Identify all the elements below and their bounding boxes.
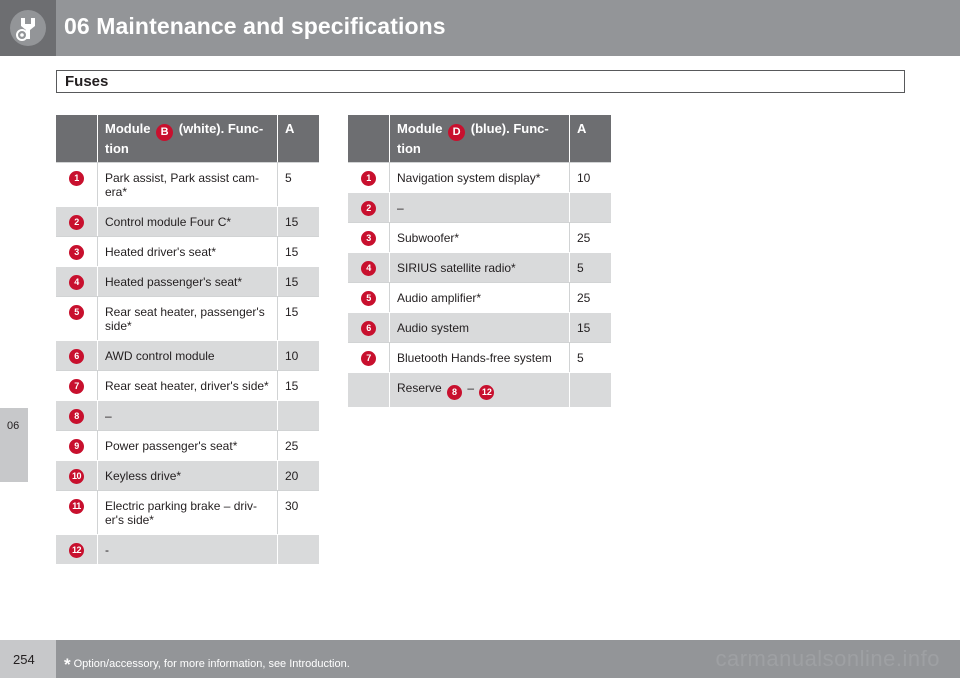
footnote-star: * <box>64 655 71 674</box>
fuse-amp-cell: 10 <box>278 340 319 370</box>
wrench-gear-icon <box>0 0 56 56</box>
table-row <box>56 430 319 460</box>
section-title: Fuses <box>65 73 109 90</box>
header-function-cell <box>98 115 278 162</box>
header-module-label: Module <box>397 121 443 136</box>
fuse-function-cell: Park assist, Park assist cam-era* <box>98 162 278 206</box>
fuse-amp-cell: 5 <box>570 342 611 372</box>
fuse-function-cell: SIRIUS satellite radio* <box>390 252 570 282</box>
header-number-cell <box>56 115 98 162</box>
fuse-function-cell: Heated passenger's seat* <box>98 266 278 296</box>
table-row <box>56 400 319 430</box>
fuse-function-cell: Control module Four C* <box>98 206 278 236</box>
fuse-amp-cell: 20 <box>278 460 319 490</box>
fuse-number-badge: 6 <box>69 349 84 364</box>
page-number-box <box>0 640 56 678</box>
fuse-number-badge: 7 <box>361 351 376 366</box>
footnote <box>64 652 350 672</box>
fuse-number-badge: 8 <box>69 409 84 424</box>
fuse-function-cell: Rear seat heater, passenger's side* <box>98 296 278 340</box>
table-header-row <box>348 115 611 162</box>
table-row <box>348 282 611 312</box>
reserve-from-badge: 8 <box>447 385 462 400</box>
module-badge: D <box>448 124 465 141</box>
fuse-amp-cell: 10 <box>570 162 611 192</box>
table-row-reserve <box>348 372 611 407</box>
fuse-number-badge: 1 <box>361 171 376 186</box>
table-row <box>56 534 319 564</box>
fuse-number-badge: 9 <box>69 439 84 454</box>
fuse-number-cell <box>56 400 98 430</box>
fuse-table-module-b <box>56 115 319 564</box>
fuse-number-badge: 4 <box>69 275 84 290</box>
fuse-function-cell: Audio system <box>390 312 570 342</box>
fuse-function-cell: – <box>390 192 570 222</box>
fuse-amp-cell: 15 <box>278 296 319 340</box>
fuse-number-badge: 5 <box>361 291 376 306</box>
fuse-amp-cell: 25 <box>570 282 611 312</box>
fuse-amp-cell: 5 <box>570 252 611 282</box>
header-function-label: (white). Func-tion <box>105 121 264 156</box>
fuse-function-cell <box>390 372 570 407</box>
table-row <box>56 370 319 400</box>
fuse-number-cell <box>56 370 98 400</box>
fuse-number-cell <box>348 342 390 372</box>
fuse-amp-cell <box>570 372 611 407</box>
footnote-text: Option/accessory, for more information, see Introduction. <box>73 658 350 670</box>
header-module-label: Module <box>105 121 151 136</box>
fuse-number-badge: 10 <box>69 469 84 484</box>
header-number-cell <box>348 115 390 162</box>
fuse-amp-cell: 15 <box>278 236 319 266</box>
table-row <box>56 296 319 340</box>
fuse-table-module-d <box>348 115 611 407</box>
reserve-to-badge: 12 <box>479 385 494 400</box>
fuse-amp-cell: 15 <box>278 206 319 236</box>
fuse-number-badge: 12 <box>69 543 84 558</box>
fuse-number-cell <box>56 266 98 296</box>
section-heading-box <box>56 70 905 93</box>
fuse-number-badge: 6 <box>361 321 376 336</box>
table-row <box>56 266 319 296</box>
side-tab-label: 06 <box>7 420 20 432</box>
fuse-number-cell <box>56 206 98 236</box>
table-row <box>56 162 319 206</box>
header-function-label: (blue). Func-tion <box>397 121 549 156</box>
page-footer <box>0 640 960 678</box>
table-row <box>56 206 319 236</box>
table-row <box>56 460 319 490</box>
fuse-number-badge: 11 <box>69 499 84 514</box>
fuse-function-cell: Rear seat heater, driver's side* <box>98 370 278 400</box>
page-number: 254 <box>13 652 35 667</box>
fuse-amp-cell <box>278 400 319 430</box>
fuse-number-badge: 7 <box>69 379 84 394</box>
reserve-dash: – <box>467 381 475 395</box>
fuse-number-badge: 1 <box>69 171 84 186</box>
fuse-number-cell <box>348 252 390 282</box>
fuse-function-cell: Navigation system display* <box>390 162 570 192</box>
fuse-amp-cell: 30 <box>278 490 319 534</box>
table-row <box>348 342 611 372</box>
fuse-function-cell: Electric parking brake – driv-er's side* <box>98 490 278 534</box>
table-row <box>56 490 319 534</box>
fuse-amp-cell: 5 <box>278 162 319 206</box>
fuse-number-cell <box>56 162 98 206</box>
fuse-number-badge: 3 <box>361 231 376 246</box>
header-function-cell <box>390 115 570 162</box>
fuse-function-cell: Bluetooth Hands-free system <box>390 342 570 372</box>
table-row <box>56 340 319 370</box>
chapter-side-tab <box>0 408 28 482</box>
table-row <box>348 252 611 282</box>
fuse-amp-cell: 25 <box>570 222 611 252</box>
fuse-amp-cell <box>278 534 319 564</box>
fuse-function-cell: Keyless drive* <box>98 460 278 490</box>
fuse-function-cell: - <box>98 534 278 564</box>
fuse-function-cell: AWD control module <box>98 340 278 370</box>
reserve-label: Reserve <box>397 381 442 395</box>
fuse-number-cell <box>348 222 390 252</box>
fuse-function-cell: Subwoofer* <box>390 222 570 252</box>
fuse-number-cell <box>56 340 98 370</box>
chapter-header <box>0 0 960 56</box>
table-row <box>348 222 611 252</box>
fuse-number-badge: 5 <box>69 305 84 320</box>
fuse-function-cell: Audio amplifier* <box>390 282 570 312</box>
fuse-amp-cell: 15 <box>278 370 319 400</box>
table-row <box>348 312 611 342</box>
fuse-number-badge: 2 <box>69 215 84 230</box>
table-header-row <box>56 115 319 162</box>
table-row <box>56 236 319 266</box>
watermark: carmanualsonline.info <box>715 646 940 671</box>
fuse-number-cell <box>56 534 98 564</box>
header-amp-cell: A <box>570 115 611 162</box>
fuse-number-cell <box>56 296 98 340</box>
fuse-number-badge: 3 <box>69 245 84 260</box>
fuse-number-badge: 4 <box>361 261 376 276</box>
fuse-function-cell: – <box>98 400 278 430</box>
table-row <box>348 192 611 222</box>
module-badge: B <box>156 124 173 141</box>
fuse-function-cell: Power passenger's seat* <box>98 430 278 460</box>
fuse-number-cell <box>56 460 98 490</box>
fuse-amp-cell: 25 <box>278 430 319 460</box>
fuse-number-cell <box>348 372 390 407</box>
fuse-amp-cell: 15 <box>278 266 319 296</box>
fuse-number-cell <box>56 236 98 266</box>
fuse-number-cell <box>56 490 98 534</box>
header-amp-cell: A <box>278 115 319 162</box>
fuse-number-badge: 2 <box>361 201 376 216</box>
fuse-number-cell <box>348 162 390 192</box>
fuse-number-cell <box>348 312 390 342</box>
table-row <box>348 162 611 192</box>
chapter-title: 06 Maintenance and specifications <box>64 13 446 39</box>
fuse-amp-cell <box>570 192 611 222</box>
fuse-number-cell <box>348 192 390 222</box>
fuse-amp-cell: 15 <box>570 312 611 342</box>
fuse-number-cell <box>56 430 98 460</box>
fuse-number-cell <box>348 282 390 312</box>
fuse-function-cell: Heated driver's seat* <box>98 236 278 266</box>
